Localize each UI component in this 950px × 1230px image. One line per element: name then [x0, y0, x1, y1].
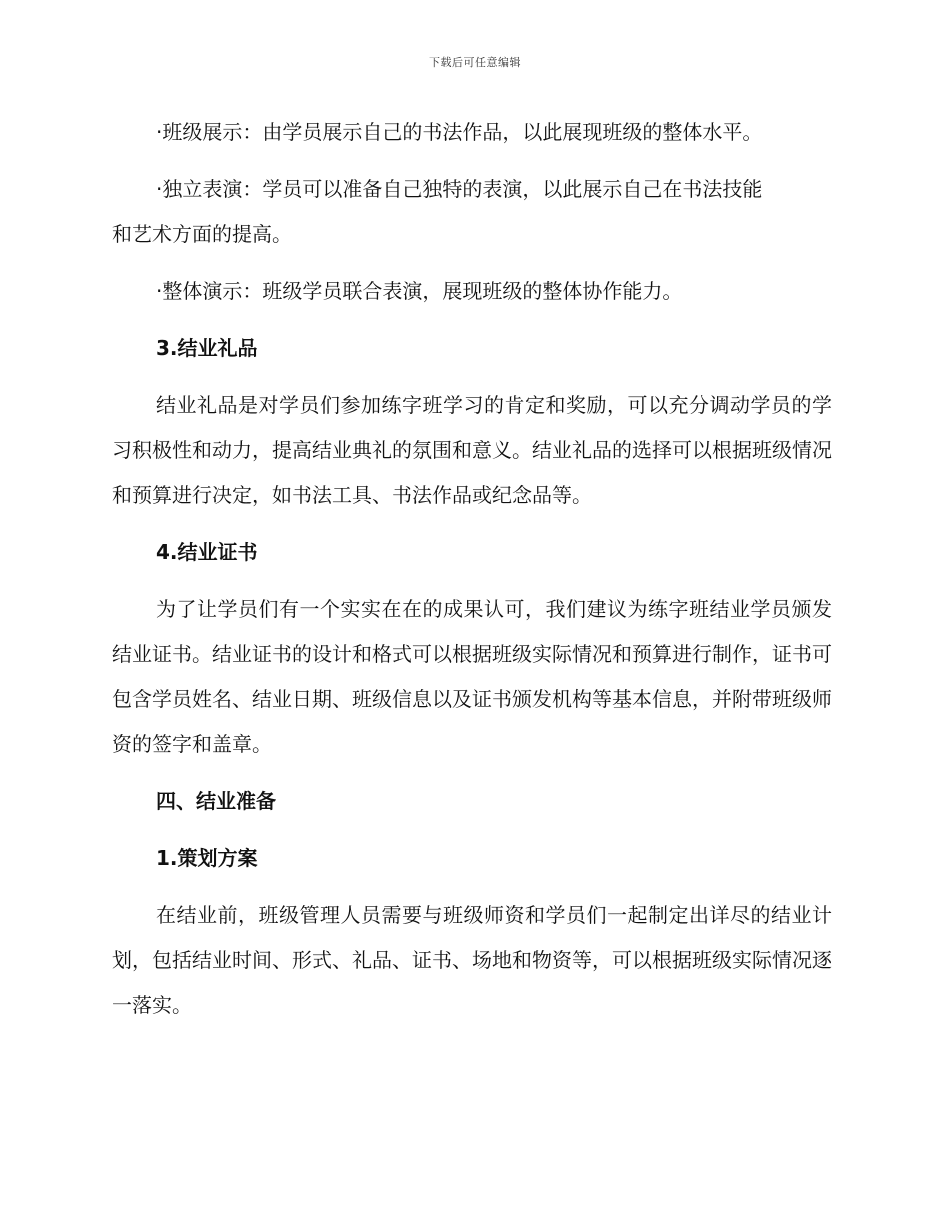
section-heading-preparation: 四、结业准备 — [156, 789, 276, 813]
bullet-solo-line2: 和艺术方面的提高。 — [112, 222, 292, 246]
paragraph-certificate: 为了让学员们有一个实实在在的成果认可，我们建议为练字班结业学员颁发结业证书。结业证书的设计和格式可以根据班级实际情况和预算进行制作，证书可包含学员姓名、结业日期、班级信息以及证书颁发机构等基本信息，并附带班级师资的签字和盖章。 — [112, 597, 832, 756]
section-heading-gift: 3.结业礼品 — [156, 336, 258, 360]
document-body — [112, 110, 832, 1040]
bullet-solo-performance — [112, 167, 832, 257]
paragraph-gift: 结业礼品是对学员们参加练字班学习的肯定和奖励，可以充分调动学员的学习积极性和动力，提高结业典礼的氛围和意义。结业礼品的选择可以根据班级情况和预算进行决定，如书法工具、书法作品或纪念品等。 — [112, 393, 832, 507]
bullet-group-demo: ·整体演示：班级学员联合表演，展现班级的整体协作能力。 — [156, 279, 683, 303]
section-heading-certificate: 4.结业证书 — [156, 540, 258, 564]
paragraph-plan: 在结业前，班级管理人员需要与班级师资和学员们一起制定出详尽的结业计划，包括结业时间、形式、礼品、证书、场地和物资等，可以根据班级实际情况逐一落实。 — [112, 903, 832, 1017]
bullet-solo-line1: ·独立表演：学员可以准备自己独特的表演，以此展示自己在书法技能 — [156, 177, 763, 201]
section-heading-plan: 1.策划方案 — [156, 846, 258, 870]
bullet-class-display: ·班级展示：由学员展示自己的书法作品，以此展现班级的整体水平。 — [156, 120, 763, 144]
page-header: 下载后可任意编辑 — [429, 56, 521, 69]
